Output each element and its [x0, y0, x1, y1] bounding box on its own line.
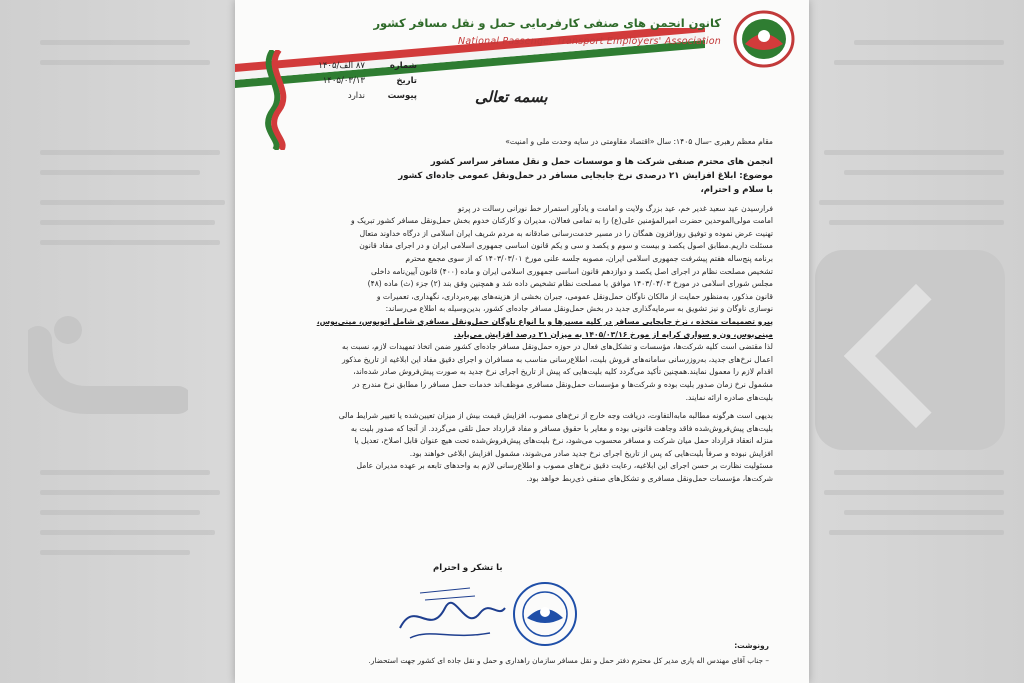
- text-line: اقدام لازم را معمول نمایند.همچنین تأکید می‌گردد کلیه بلیت‌هایی که پیش از تاریخ اجرای نرخ جدید به صورت پیش‌فروش صادر شده‌اند،: [353, 367, 773, 377]
- attachment-value: ندارد: [347, 90, 365, 101]
- number-label: شماره: [389, 60, 417, 71]
- text-line: بدیهی است هرگونه مطالبه مابه‌التفاوت، دریافت وجه خارج از نرخ‌های مصوب، افزایش قیمت بیش از میزان تعیین‌شده یا تغییر شرایط مالی: [338, 411, 773, 421]
- text-line-highlight: پیرو تصمیمات متخذه ، نرخ جابجایی مسافر در کلیه مسیرها و با انواع ناوگان حمل‌ونقل مسافری شامل اتوبوس، مینی‌بوس،: [316, 316, 773, 326]
- text-line: منزله انعقاد قرارداد حمل میان شرکت و مسافر محسوب می‌شود، نرخ بلیت‌های پیش‌فروش‌شده تحت هیچ عنوان قابل اصلاح، تعدیل یا: [354, 436, 773, 446]
- bismillah-heading: بسمه تعالی: [475, 88, 548, 106]
- text-line: تشخیص مصلحت نظام در اجرای اصل یکصد و دوازدهم قانون اساسی جمهوری اسلامی ایران و ماده (۴۰۰) قانون آیین‌نامه داخلی: [370, 266, 773, 276]
- text-line: اعمال نرخ‌های جدید، به‌روزرسانی سامانه‌های فروش بلیت، اطلاع‌رسانی مناسب به مسافران و اجرای دقیق مفاد این ابلاغیه از تاریخ مذکور: [341, 354, 773, 364]
- org-name-english: National Passenger Transport Employers' Association: [458, 36, 721, 47]
- signature-icon: [390, 578, 510, 648]
- greeting-line: با سلام و احترام،: [700, 184, 773, 195]
- text-line: امامت مولی‌الموحدین حضرت امیرالمؤمنین علی(ع) را به تمامی فعالان، مدیران و کارکنان خدوم بخش حمل‌ونقل مسافر کشور تبریک و: [350, 216, 773, 226]
- text-line: مجلس شورای اسلامی در مورخ ۱۴۰۳/۰۴/۰۳ موافق با مصلحت نظام تشخیص داده شد و همچنین وفق بند (۲) جزء (ث) ماده (۴۸): [367, 279, 773, 289]
- text-line: مسئلت داریم.مطابق اصول یکصد و بیست و سوم و یکصد و سی و یکم قانون اساسی جمهوری اسلامی ایران و در اجرای مفاد قانون: [359, 241, 773, 251]
- text-line: بلیت‌های صادره ارائه نمایند.: [685, 392, 773, 402]
- paragraph-1: [263, 203, 773, 342]
- cc-label: رونوشت:: [734, 641, 769, 650]
- text-line: تهنیت عرض نموده و توفیق روزافزون همگان را در مسیر خدمت‌رسانی صادقانه به مردم شریف ایران اسلامی از درگاه خداوند متعال: [359, 228, 773, 238]
- recipient-line: انجمن های محترم صنفی شرکت ها و موسسات حمل و نقل مسافر سراسر کشور: [430, 156, 773, 167]
- text-line: شرکت‌ها، مؤسسات حمل‌ونقل مسافری و تشکل‌های صنفی ذی‌ربط خواهد بود.: [526, 474, 773, 484]
- date-label: تاریخ: [396, 75, 417, 86]
- text-line: نوسازی ناوگان و نیز تشویق به سرمایه‌گذاری جدید در بخش حمل‌ونقل مسافر جاده‌ای کشور، بدین‌وسیله به اطلاع می‌رساند:: [385, 304, 773, 314]
- paragraph-4: [263, 460, 773, 485]
- motto-line: مقام معظم رهبری -سال ۱۴۰۵: سال «اقتصاد مقاومتی در سایه وحدت ملی و امنیت»: [505, 137, 773, 146]
- date-value: ۱۴۰۵/۰۳/۱۳: [322, 75, 365, 86]
- attachment-label: پیوست: [387, 90, 417, 101]
- org-name-persian: کانون انجمن های صنفی کارفرمایی حمل و نقل مسافر کشور: [373, 16, 721, 30]
- watermark-logo-right: [815, 250, 1005, 450]
- text-line: لذا مقتضی است کلیه شرکت‌ها، مؤسسات و تشکل‌های فعال در حوزه حمل‌ونقل مسافر جاده‌ای کشور ضمن اتخاذ تمهیدات لازم، نسبت به: [342, 342, 773, 352]
- closing-line: با تشکر و احترام: [433, 563, 503, 573]
- letter-body: [263, 136, 773, 486]
- text-line: برنامه پنج‌ساله هفتم پیشرفت جمهوری اسلامی ایران، مصوبه جلسه علنی مورخ ۱۴۰۳/۰۳/۰۱ که از سوی مجمع محترم: [405, 253, 773, 263]
- text-line: افزایش نبوده و صرفاً بلیت‌هایی که پس از تاریخ اجرای نرخ جدید صادر می‌شوند، مشمول افزایش ابلاغی خواهند بود.: [409, 448, 773, 458]
- text-line: مسئولیت نظارت بر حسن اجرای این ابلاغیه، رعایت دقیق نرخ‌های مصوب و اطلاع‌رسانی لازم به واحدهای تابعه بر عهده مدیران عامل: [356, 461, 773, 471]
- official-stamp-icon: [511, 580, 579, 648]
- document-page: [235, 0, 809, 683]
- text-line-highlight: مینی‌بوس، ون و سواری کرایه از مورخ ۱۴۰۵/۰۳/۱۶ به میزان ۲۱ درصد افزایش می‌یابد.: [453, 329, 773, 339]
- number-value: ۸۷ الف/۱۴۰۵: [318, 60, 365, 71]
- watermark-left: [28, 300, 188, 440]
- subject-line: موضوع: ابلاغ افزایش ۲۱ درصدی نرخ جابجایی مسافر در حمل‌ونقل عمومی جاده‌ای کشور: [398, 170, 773, 181]
- text-line: بلیت‌های پیش‌فروش‌شده فاقد وجاهت قانونی بوده و مغایر با حقوق مسافر و مفاد قرارداد حمل تلقی می‌گردد. از آنجا که صدور بلیت به: [350, 423, 773, 433]
- flag-ribbon-icon: [253, 50, 293, 150]
- text-line: قانون مذکور، به‌منظور حمایت از مالکان ناوگان حمل‌ونقل عمومی، جبران بخشی از هزینه‌های بهره‌برداری، نگهداری، تعمیرات و: [376, 291, 773, 301]
- letter-meta: [295, 58, 417, 103]
- text-line: فرارسیدن عید سعید غدیر خم، عید بزرگ ولایت و امامت و یادآور استمرار خط نورانی رسالت در پرتو: [458, 203, 773, 213]
- paragraph-3: [263, 410, 773, 460]
- cc-recipient: – جناب آقای مهندس اله یاری مدیر کل محترم دفتر حمل و نقل مسافر سازمان راهداری و حمل و نقل جاده ای کشور جهت استحضار.: [368, 656, 769, 665]
- text-line: مشمول نرخ زمان صدور بلیت بوده و شرکت‌ها و مؤسسات حمل‌ونقل مسافری موظف‌اند خدمات حمل مسافر را مطابق نرخ مندرج در: [352, 379, 773, 389]
- paragraph-2: [263, 341, 773, 404]
- association-logo-icon: [733, 10, 795, 68]
